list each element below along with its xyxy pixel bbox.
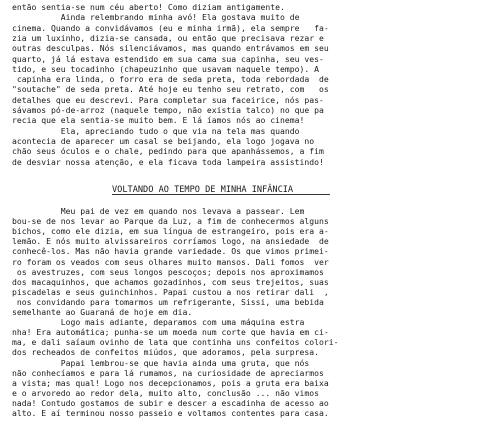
text-line: então sentia-se num céu aberto! Como diziam antigamente. bbox=[12, 2, 285, 12]
text-line: semelhante ao Guaraná de hoje em dia. bbox=[12, 307, 193, 317]
heading-underline bbox=[112, 194, 330, 195]
text-line: ro foram os veados com seus olhares muito mansos. Dali fomos ver bbox=[12, 256, 329, 267]
text-line: Ainda relembrando minha avó! Ela gostava muito de bbox=[12, 12, 300, 23]
text-line: piscadelas e seus guinchinhos. Papai custou a nos retirar dali , bbox=[12, 286, 329, 297]
text-line: recia que ela sentia-se muito bem. E lá íamos nós ao cinema! bbox=[12, 115, 305, 126]
text-line: alto. E aí terminou nosso passeio e voltamos contentes para casa. bbox=[12, 408, 329, 418]
text-line: lemão. E nós muito alvissareiros corríamos logo, na ansiedade de bbox=[12, 236, 329, 247]
text-line: dos recheados de confeitos miúdos, que adoramos, pela surpresa. bbox=[12, 347, 319, 358]
text-line: não conhecíamos e para lá rumamos, na curiosidade de apreciarmos bbox=[12, 367, 324, 378]
text-line: de desviar nossa atenção, e ela ficava toda lampeira assistindo! bbox=[12, 156, 324, 167]
text-line: e o arvoredo ao redor dela, muito alto, conclusão ... não vimos bbox=[12, 387, 319, 398]
text-line: zia um luxinho, dizia-se cansada, ou então que precisava rezar e bbox=[12, 32, 324, 43]
text-line: acontecia de aparecer um casal se beijando, ela logo jogava no bbox=[12, 135, 315, 146]
text-line: os avestruzes, com seus longos pescoços; depois nos aproximamos bbox=[12, 266, 324, 277]
text-line: nos convidando para tomarmos um refrigerante, Sissi, uma bebida bbox=[12, 296, 324, 307]
text-line: Papai lembrou-se que havia ainda uma gruta, que nós bbox=[12, 357, 310, 368]
text-line: a vista; mas qual! Logo nos decepcionamos, pois a gruta era baixa bbox=[12, 377, 329, 388]
text-line: conhecê-los. Mas não havia grande variedade. Os que vimos primei- bbox=[12, 246, 329, 257]
text-line: tido, e seu tocadinho (chapeuzinho que usavam naquele tempo). A bbox=[12, 63, 319, 74]
text-line: nada! Contudo gostamos de subir e descer a escadinha de acesso ao bbox=[12, 397, 329, 408]
text-line: chão seus óculos e o chale, pedindo para que apanhássemos, a fim bbox=[12, 146, 324, 157]
text-line: dos macaquinhos, que achamos gozadinhos, com seus trejeitos, suas bbox=[12, 276, 329, 287]
text-line: quarto, já lá estava estendido em sua cama sua capinha, seu ves- bbox=[12, 53, 324, 64]
text-line: capinha era linda, o forro era de seda preta, toda rebordada de bbox=[12, 74, 329, 85]
text-line: sávamos pó-de-arroz (naquele tempo, não existia talco) no que pa bbox=[12, 105, 324, 115]
text-line: detalhes que eu descrevi. Para completar sua faceirice, nós pas- bbox=[12, 94, 324, 105]
text-line: Logo mais adiante, deparamos com uma máquina estra bbox=[12, 317, 305, 328]
text-line: "soutache" de seda preta. Até hoje eu tenho seu retrato, com os bbox=[12, 84, 329, 95]
text-line: cinema. Quando a convidávamos (eu e minha irmã), ela sempre fa- bbox=[12, 22, 329, 33]
text-line: bou-se de nos levar ao Parque da Luz, a fim de conhecermos alguns bbox=[12, 216, 329, 227]
text-line: Meu pai de vez em quando nos levava a passear. Lem bbox=[12, 206, 305, 216]
section-heading: VOLTANDO AO TEMPO DE MINHA INFÂNCIA bbox=[112, 185, 294, 195]
text-line: bichos, como ele dizia, em sua língua de estrangeiro, pois era a- bbox=[12, 226, 329, 237]
text-line: nha! Era automática; punha-se um moeda num corte que havia em ci- bbox=[12, 327, 329, 338]
text-line: ma, e dali saíaum ovinho de lata que continha uns confeitos colori- bbox=[12, 337, 339, 348]
text-line: Ela, apreciando tudo o que via na tela mas quando bbox=[12, 125, 300, 136]
text-line: outras desculpas. Nós silenciávamos, mas quando entrávamos em seu bbox=[12, 43, 329, 54]
